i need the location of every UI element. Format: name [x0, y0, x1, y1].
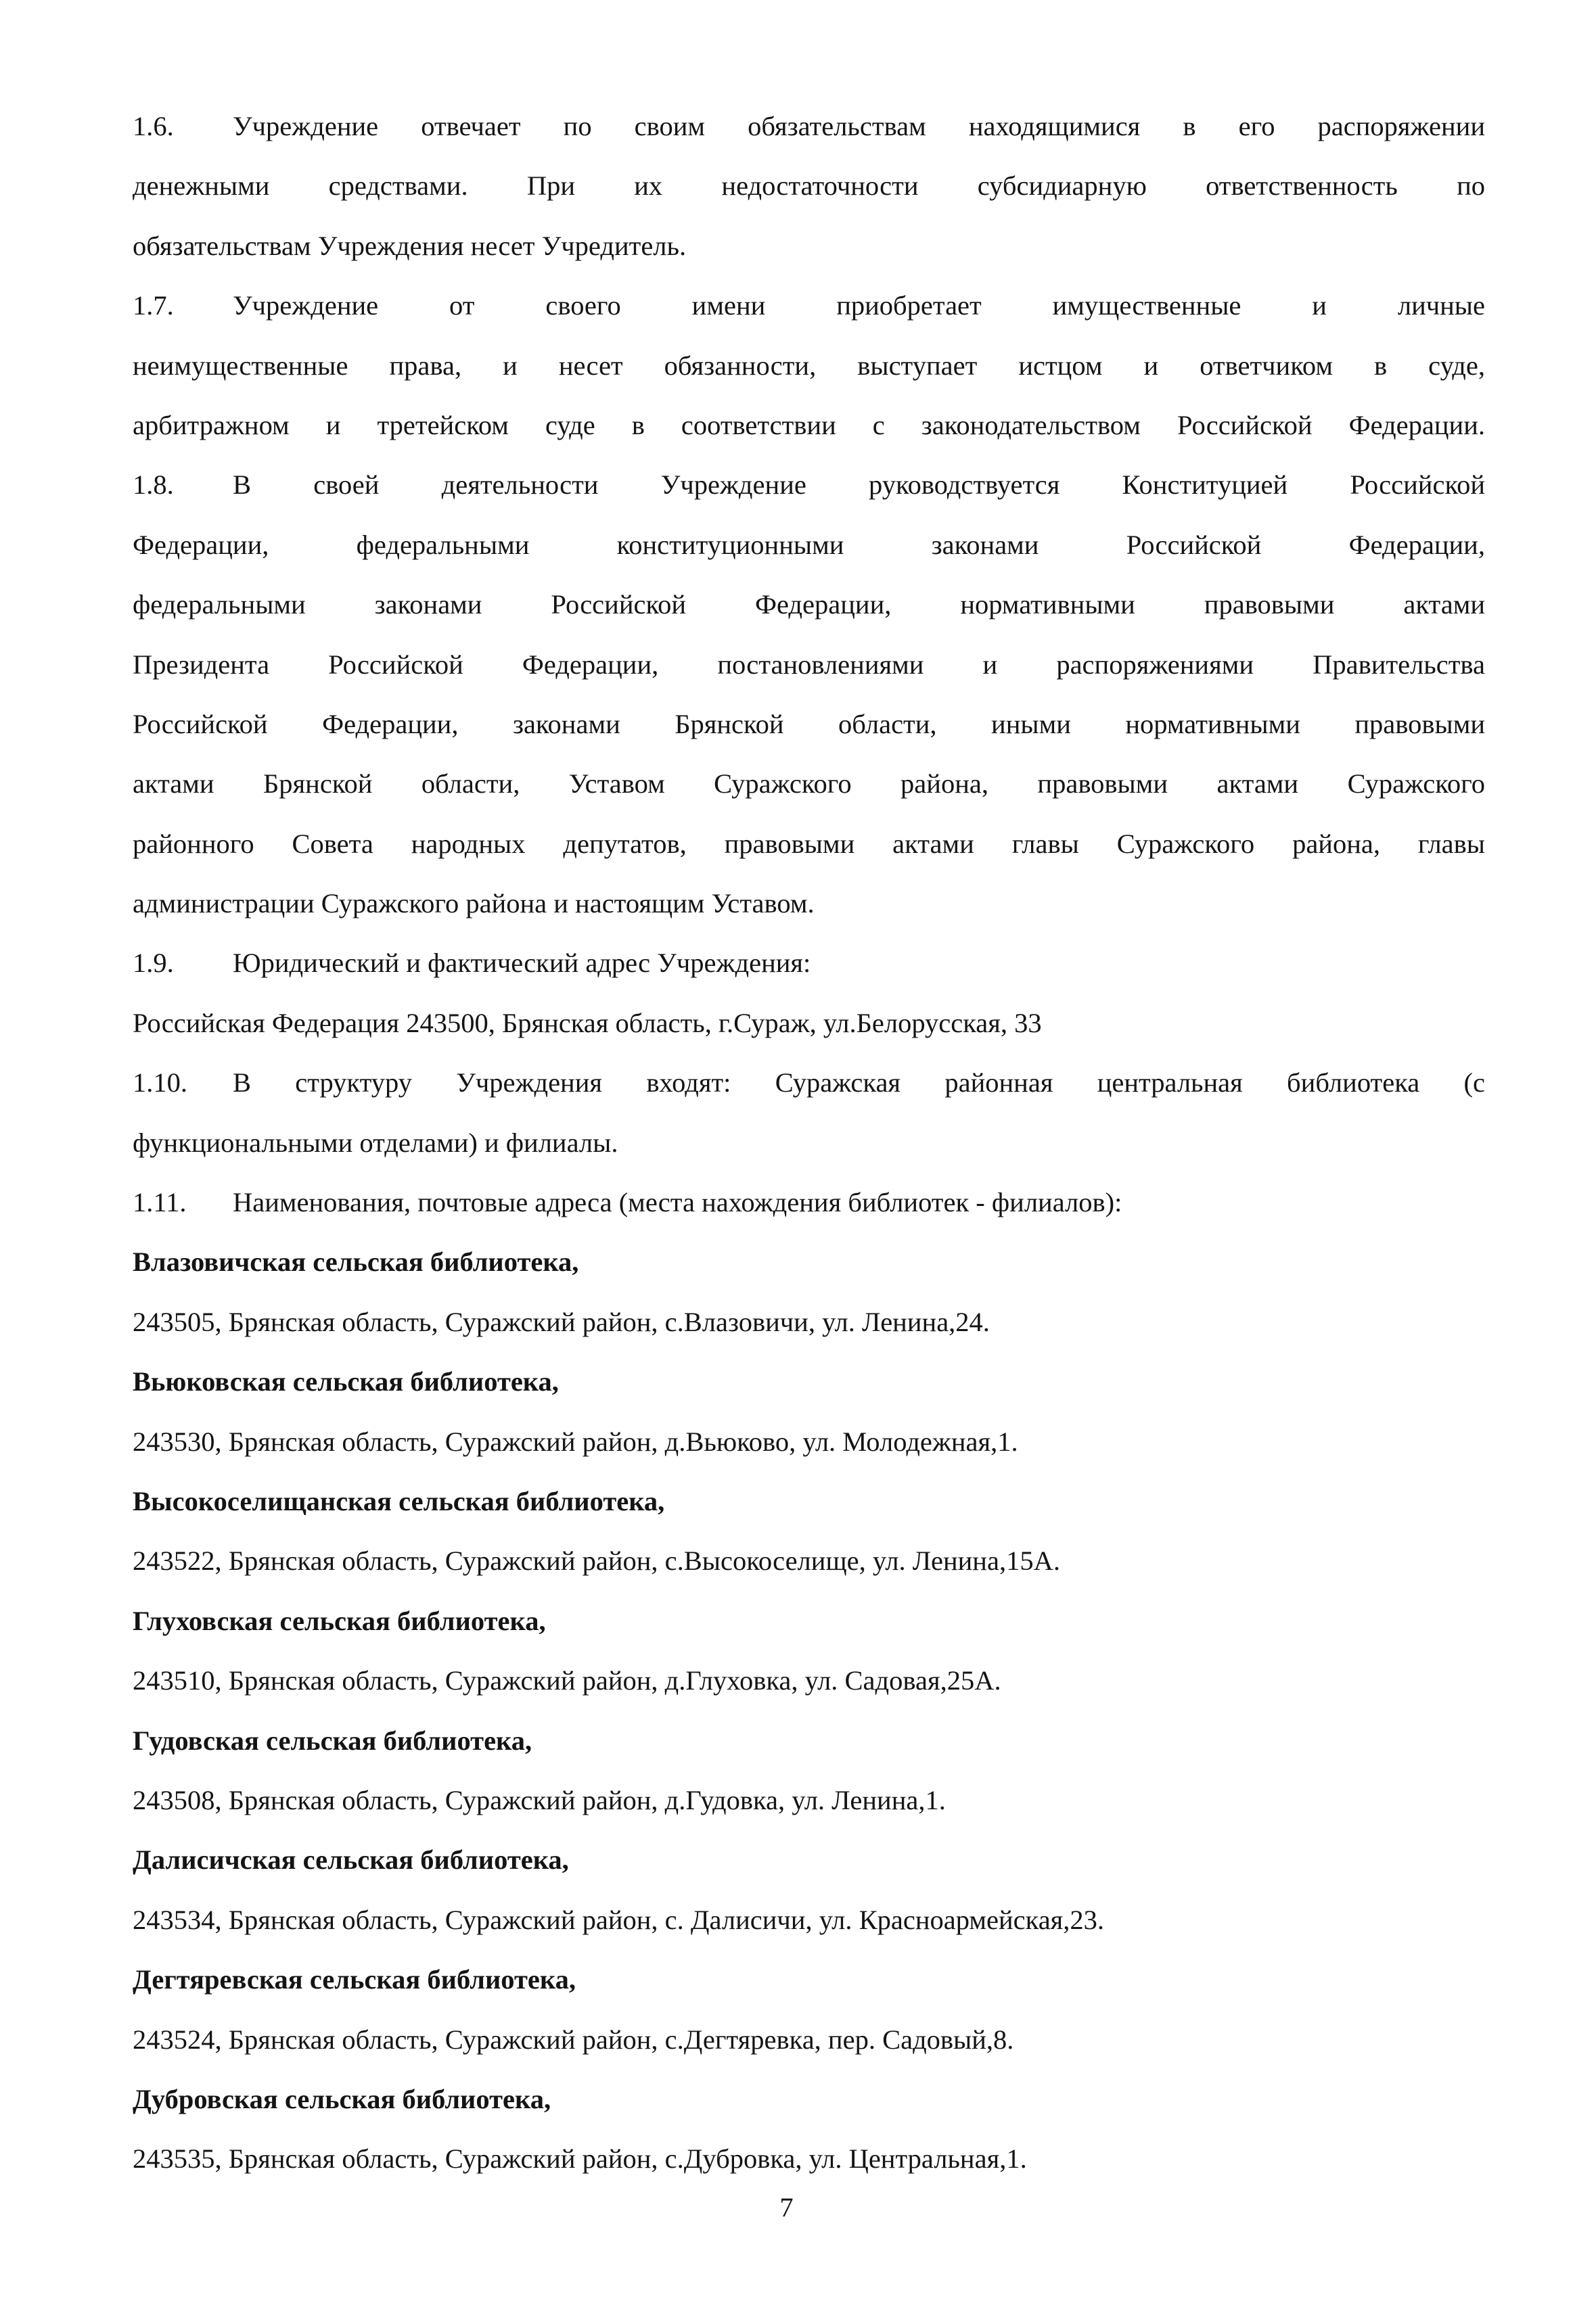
paragraph-first-line [133, 933, 1485, 993]
library-address: 243510, Брянская область, Суражский район, д.Глуховка, ул. Садовая,25А. [133, 1665, 1001, 1696]
library-address: 243524, Брянская область, Суражский район, с.Дегтяревка, пер. Садовый,8. [133, 2024, 1014, 2055]
paragraph-number: 1.9. [133, 948, 174, 979]
paragraph-text: Учреждение от своего имени приобретает имущественные и личные [233, 290, 1485, 321]
paragraph-first-line [133, 276, 1485, 335]
library-name: Высокоселищанская сельская библиотека, [133, 1485, 665, 1516]
library-address: 243534, Брянская область, Суражский район, с. Далисичи, ул. Красноармейская,23. [133, 1904, 1105, 1935]
library-name: Вьюковская сельская библиотека, [133, 1366, 559, 1397]
paragraph-number: 1.10. [133, 1067, 187, 1098]
paragraph-text: Юридический и фактический адрес Учреждения: [233, 948, 811, 979]
paragraph-line: денежными средствами. При их недостаточности субсидиарную ответственность по [133, 170, 1485, 202]
paragraph-number: 1.11. [133, 1187, 187, 1218]
paragraph-number: 1.8. [133, 469, 174, 501]
paragraph-line: Федерации, федеральными конституционными законами Российской Федерации, [133, 529, 1485, 560]
paragraph-line: Российской Федерации, законами Брянской области, иными нормативными правовыми [133, 708, 1485, 739]
paragraph-text: Наименования, почтовые адреса (места нахождения библиотек - филиалов): [233, 1187, 1122, 1218]
library-address: 243535, Брянская область, Суражский район, с.Дубровка, ул. Центральная,1. [133, 2143, 1027, 2175]
library-name: Дегтяревская сельская библиотека, [133, 1964, 576, 1995]
paragraph-line: федеральными законами Российской Федерации, нормативными правовыми актами [133, 589, 1485, 620]
library-name: Глуховская сельская библиотека, [133, 1605, 546, 1636]
paragraph-first-line [133, 1053, 1485, 1113]
paragraph-line: неимущественные права, и несет обязанности, выступает истцом и ответчиком в суде, [133, 350, 1485, 381]
paragraph-line: администрации Суражского района и настоящим Уставом. [133, 888, 815, 919]
library-address: 243508, Брянская область, Суражский район, д.Гудовка, ул. Ленина,1. [133, 1784, 946, 1815]
paragraph-number: 1.7. [133, 290, 174, 321]
page-number: 7 [779, 2192, 794, 2223]
paragraph-line: районного Совета народных депутатов, правовыми актами главы Суражского района, главы [133, 828, 1485, 859]
library-name: Гудовская сельская библиотека, [133, 1725, 532, 1756]
paragraph-number: 1.6. [133, 111, 174, 141]
paragraph-text: В структуру Учреждения входят: Суражская районная центральная библиотека (с [233, 1067, 1485, 1098]
library-name: Дубровская сельская библиотека, [133, 2083, 551, 2114]
document-body [133, 97, 1485, 2189]
paragraph-line: арбитражном и третейском суде в соответствии с законодательством Российской Федерации. [133, 409, 1485, 440]
paragraph-line: Российская Федерация 243500, Брянская область, г.Сураж, ул.Белорусская, 33 [133, 1007, 1042, 1038]
paragraph-line: функциональными отделами) и филиалы. [133, 1127, 618, 1158]
library-address: 243505, Брянская область, Суражский район, с.Влазовичи, ул. Ленина,24. [133, 1306, 990, 1337]
library-name: Влазовичская сельская библиотека, [133, 1247, 579, 1278]
library-name: Далисичская сельская библиотека, [133, 1844, 569, 1876]
paragraph-line: актами Брянской области, Уставом Суражского района, правовыми актами Суражского [133, 768, 1485, 799]
library-address: 243530, Брянская область, Суражский район, д.Вьюково, ул. Молодежная,1. [133, 1426, 1018, 1457]
paragraph-text: Учреждение отвечает по своим обязательствам находящимися в его распоряжении [233, 111, 1485, 141]
library-address: 243522, Брянская область, Суражский район, с.Высокоселище, ул. Ленина,15А. [133, 1546, 1060, 1577]
paragraph-first-line [133, 455, 1485, 515]
paragraph-text: В своей деятельности Учреждение руководствуется Конституцией Российской [233, 469, 1485, 501]
paragraph-line: обязательствам Учреждения несет Учредитель. [133, 230, 687, 261]
paragraph-line: Президента Российской Федерации, постановлениями и распоряжениями Правительства [133, 649, 1485, 680]
paragraph-first-line [133, 1173, 1485, 1232]
paragraph-first-line [133, 97, 1485, 156]
